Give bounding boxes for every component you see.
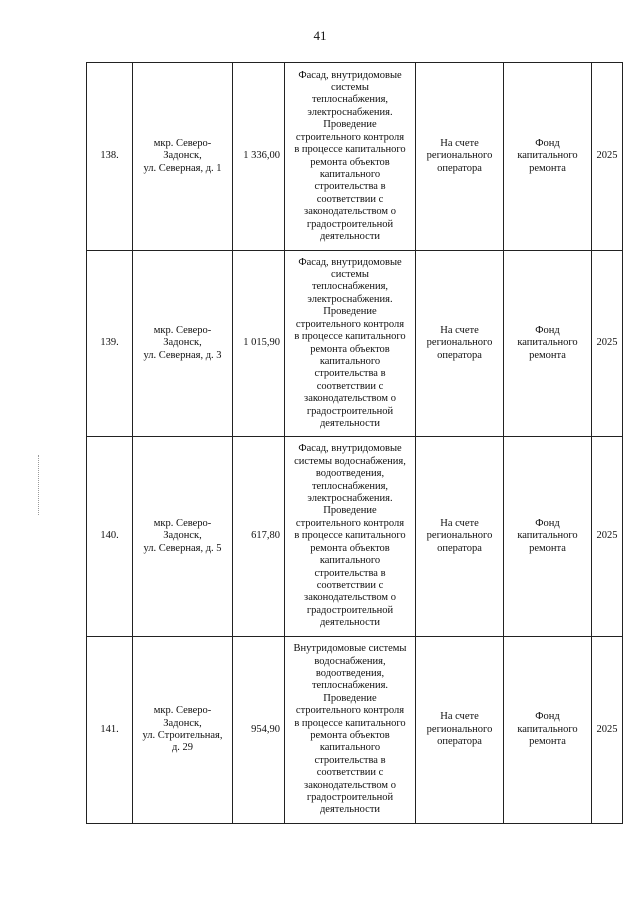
account-cell-line: регионального — [426, 530, 493, 542]
works-cell-line: капитального — [319, 555, 381, 567]
account-cell-line: оператора — [437, 349, 482, 361]
works-cell-line: градостроительной — [306, 405, 394, 417]
account-cell — [416, 63, 504, 251]
scan-artifact — [38, 455, 40, 515]
address-cell — [133, 637, 233, 824]
row-number: 140. — [87, 437, 133, 637]
works-cell-line: ремонта объектов — [310, 542, 390, 554]
account-cell-line: оператора — [437, 542, 482, 554]
address-cell-line: ул. Северная, д. 3 — [143, 349, 222, 361]
address-cell — [133, 63, 233, 251]
works-cell-line: строительного контроля — [295, 131, 405, 143]
cost-cell: 617,80 — [233, 437, 285, 637]
works-cell-line: Проведение — [323, 692, 377, 704]
works-cell-line: в процессе капитального — [294, 331, 406, 343]
address-cell-line: мкр. Северо- — [153, 705, 212, 717]
funding-source-cell — [504, 251, 592, 437]
works-cell-line: законодательством о — [304, 779, 396, 791]
works-cell-line: соответствии с — [316, 579, 384, 591]
works-cell-line: законодательством о — [304, 206, 396, 218]
address-cell-line: Задонск, — [163, 530, 202, 542]
table-row — [87, 63, 623, 251]
account-cell — [416, 251, 504, 437]
account-cell-line: На счете — [440, 711, 479, 723]
year-cell: 2025 — [592, 637, 623, 824]
works-cell-line: законодательством о — [304, 592, 396, 604]
year-cell: 2025 — [592, 63, 623, 251]
works-cell-line: капитального — [319, 168, 381, 180]
address-cell-line: Задонск, — [163, 150, 202, 162]
works-cell-line: строительного контроля — [295, 517, 405, 529]
works-cell-line: Проведение — [323, 505, 377, 517]
works-cell — [285, 637, 416, 824]
works-cell-line: теплоснабжения. — [311, 680, 389, 692]
account-cell-line: регионального — [426, 723, 493, 735]
funding-source-cell-line: ремонта — [529, 736, 566, 748]
works-cell-line: ремонта объектов — [310, 156, 390, 168]
works-cell-line: ремонта объектов — [310, 343, 390, 355]
works-cell-line: Фасад, внутридомовые — [298, 443, 402, 455]
works-cell-line: в процессе капитального — [294, 144, 406, 156]
funding-source-cell-line: Фонд — [535, 324, 560, 336]
page-number: 41 — [313, 28, 327, 43]
works-cell-line: деятельности — [319, 804, 381, 816]
works-cell-line: водоотведения, — [315, 667, 385, 679]
works-cell-line: строительного контроля — [295, 318, 405, 330]
cost-cell: 1 336,00 — [233, 63, 285, 251]
works-cell-line: градостроительной — [306, 218, 394, 230]
row-number: 141. — [87, 637, 133, 824]
works-cell-line: строительства в — [314, 754, 386, 766]
address-cell-line: Задонск, — [163, 337, 202, 349]
funding-source-cell-line: Фонд — [535, 137, 560, 149]
address-cell — [133, 251, 233, 437]
works-cell — [285, 63, 416, 251]
table-row — [87, 437, 623, 637]
works-cell-line: системы — [331, 82, 369, 94]
funding-source-cell-line: капитального — [517, 723, 578, 735]
address-cell-line: мкр. Северо- — [153, 517, 212, 529]
works-cell-line: системы — [331, 269, 369, 281]
address-cell — [133, 437, 233, 637]
account-cell-line: На счете — [440, 324, 479, 336]
works-cell-line: в процессе капитального — [294, 717, 406, 729]
account-cell-line: оператора — [437, 736, 482, 748]
works-cell-line: законодательством о — [304, 393, 396, 405]
works-cell-line: в процессе капитального — [294, 530, 406, 542]
works-cell-line: строительства в — [314, 567, 386, 579]
works-cell-line: теплоснабжения, — [311, 480, 389, 492]
works-cell-line: Фасад, внутридомовые — [298, 256, 402, 268]
account-cell-line: оператора — [437, 162, 482, 174]
works-cell-line: водоотведения, — [315, 468, 385, 480]
works-cell-line: теплоснабжения, — [311, 281, 389, 293]
funding-source-cell-line: ремонта — [529, 349, 566, 361]
table-row — [87, 251, 623, 437]
table-row — [87, 637, 623, 824]
works-cell-line: водоснабжения, — [314, 655, 386, 667]
funding-source-cell-line: Фонд — [535, 517, 560, 529]
works-cell-line: строительства в — [314, 368, 386, 380]
works-cell-line: системы водоснабжения, — [294, 455, 406, 467]
funding-source-cell-line: капитального — [517, 150, 578, 162]
account-cell-line: регионального — [426, 150, 493, 162]
works-cell-line: электроснабжения. — [307, 106, 393, 118]
address-cell-line: Задонск, — [163, 717, 202, 729]
funding-source-cell — [504, 637, 592, 824]
works-cell-line: соответствии с — [316, 193, 384, 205]
works-cell-line: Фасад, внутридомовые — [298, 69, 402, 81]
cost-cell: 954,90 — [233, 637, 285, 824]
works-cell-line: строительства в — [314, 181, 386, 193]
account-cell — [416, 437, 504, 637]
funding-source-cell-line: капитального — [517, 337, 578, 349]
funding-source-cell — [504, 437, 592, 637]
row-number: 139. — [87, 251, 133, 437]
funding-source-cell-line: Фонд — [535, 711, 560, 723]
funding-source-cell — [504, 63, 592, 251]
works-cell-line: градостроительной — [306, 604, 394, 616]
table-body — [87, 63, 623, 824]
repair-table — [86, 62, 623, 824]
works-cell — [285, 437, 416, 637]
works-cell — [285, 251, 416, 437]
cost-cell: 1 015,90 — [233, 251, 285, 437]
row-number: 138. — [87, 63, 133, 251]
address-cell-line: д. 29 — [171, 742, 194, 754]
address-cell-line: ул. Строительная, — [142, 730, 223, 741]
address-cell-line: мкр. Северо- — [153, 324, 212, 336]
account-cell-line: На счете — [440, 137, 479, 149]
funding-source-cell-line: ремонта — [529, 162, 566, 174]
works-cell-line: деятельности — [319, 617, 381, 629]
funding-source-cell-line: капитального — [517, 530, 578, 542]
works-cell-line: деятельности — [319, 417, 381, 429]
works-cell-line: электроснабжения. — [307, 293, 393, 305]
year-cell: 2025 — [592, 437, 623, 637]
works-cell-line: электроснабжения. — [307, 493, 393, 505]
works-cell-line: соответствии с — [316, 767, 384, 779]
works-cell-line: капитального — [319, 355, 381, 367]
works-cell-line: Проведение — [323, 119, 377, 131]
works-cell-line: градостроительной — [306, 792, 394, 804]
address-cell-line: мкр. Северо- — [153, 137, 212, 149]
works-cell-line: Проведение — [323, 306, 377, 318]
works-cell-line: теплоснабжения, — [311, 94, 389, 106]
funding-source-cell-line: ремонта — [529, 542, 566, 554]
works-cell-line: Внутридомовые системы — [293, 643, 407, 655]
account-cell — [416, 637, 504, 824]
account-cell-line: регионального — [426, 337, 493, 349]
works-cell-line: строительного контроля — [295, 705, 405, 717]
account-cell-line: На счете — [440, 517, 479, 529]
works-cell-line: деятельности — [319, 230, 381, 242]
year-cell: 2025 — [592, 251, 623, 437]
works-cell-line: капитального — [319, 742, 381, 754]
works-cell-line: соответствии с — [316, 380, 384, 392]
works-cell-line: ремонта объектов — [310, 730, 390, 741]
address-cell-line: ул. Северная, д. 5 — [143, 542, 222, 554]
address-cell-line: ул. Северная, д. 1 — [143, 162, 222, 174]
